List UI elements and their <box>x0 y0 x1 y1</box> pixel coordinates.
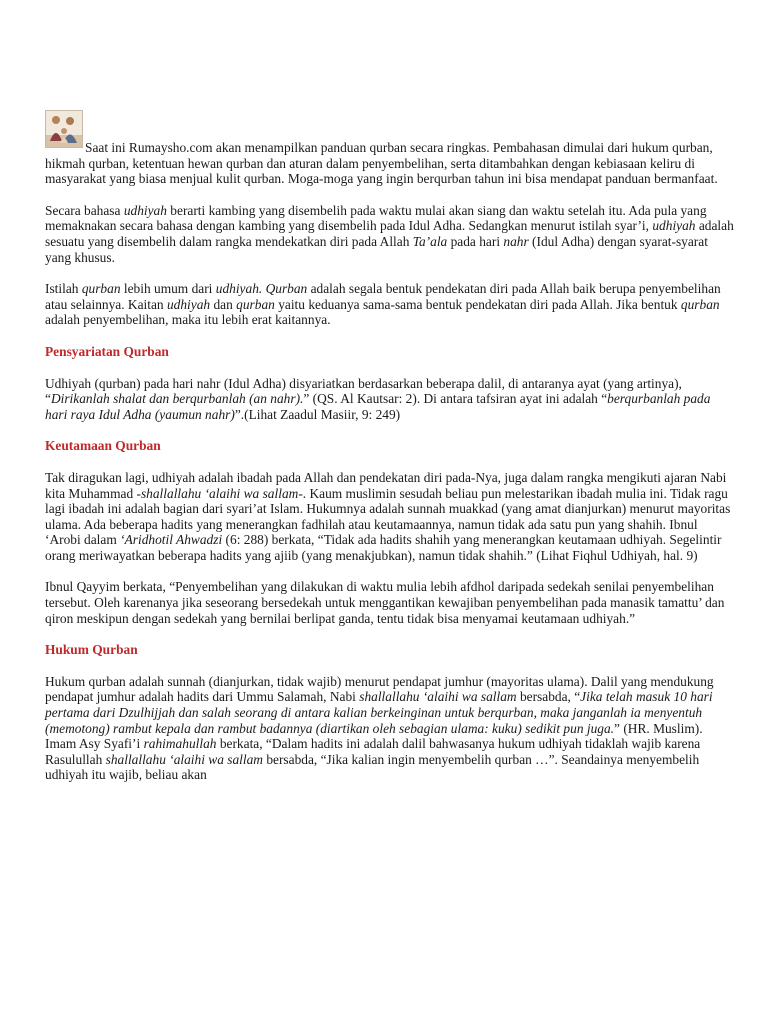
praying-family-thumbnail-icon <box>45 110 83 148</box>
paragraph-hukum: Hukum qurban adalah sunnah (dianjurkan, tidak wajib) menurut pendapat jumhur (mayoritas ulama). Dalil yang mendukung pendapat jumhur adalah hadits dari Ummu Salamah, Nabi shallallahu ‘alaihi wa sallam bersabda, “Jika telah masuk 10 hari pertama dari Dzulhijjah dan salah seorang di antara kalian berkeinginan untuk berqurban, maka janganlah ia menyentuh (memotong) rambut kepala dan rambut badannya (diartikan oleh sebagian ulama: kuku) sedikit pun juga.” (HR. Muslim). Imam Asy Syafi’i rahimahullah berkata, “Dalam hadits ini adalah dalil bahwasanya hukum udhiyah tidaklah wajib karena Rasulullah shallallahu ‘alaihi wa sallam bersabda, “Jika kalian ingin menyembelih qurban …”. Seandainya menyembelih udhiyah itu wajib, beliau akan <box>45 673 714 783</box>
heading-keutamaan: Keutamaan Qurban <box>45 438 161 454</box>
paragraph-ibnul-qayyim: Ibnul Qayyim berkata, “Penyembelihan yang dilakukan di waktu mulia lebih afdhol daripada sedekah senilai penyembelihan tersebut. Oleh karenanya jika seseorang bersedekah untuk menggantikan kewajiban penyembelihan pada manasik tamattu’ dan qiron meskipun dengan sedekah yang bernilai berlipat ganda, tentu tidak bisa menyamai keutamaan udhiyah.” <box>45 579 725 626</box>
heading-pensyariatan: Pensyariatan Qurban <box>45 343 169 359</box>
paragraph-istilah: Istilah qurban lebih umum dari udhiyah. Qurban adalah segala bentuk pendekatan diri pada Allah baik berupa penyembelihan atau selainnya. Kaitan udhiyah dan qurban yaitu keduanya sama-sama bentuk pendekatan diri pada Allah. Jika bentuk qurban adalah penyembelihan, maka itu lebih erat kaitannya. <box>45 281 721 328</box>
heading-hukum: Hukum Qurban <box>45 642 138 658</box>
document-page <box>45 108 735 799</box>
thumbnail-illustration <box>46 111 82 147</box>
intro-paragraph: Saat ini Rumaysho.com akan menampilkan panduan qurban secara ringkas. Pembahasan dimulai dari hukum qurban, hikmah qurban, ketentuan hewan qurban dan aturan dalam penyembelihan, serta ditambahkan dengan kebiasaan keliru di masyarakat yang biasa menjual kulit qurban. Moga-moga yang ingin berqurban tahun ini bisa mendapat panduan bermanfaat. <box>45 140 718 187</box>
paragraph-keutamaan: Tak diragukan lagi, udhiyah adalah ibadah pada Allah dan pendekatan diri pada-Nya, juga dalam rangka mengikuti ajaran Nabi kita Muhammad -shallallahu ‘alaihi wa sallam-. Kaum muslimin sesudah beliau pun melestarikan ibadah mulia ini. Tidak ragu lagi ibadah ini adalah bagian dari syari’at Islam. Hukumnya adalah sunnah muakkad (yang amat dianjurkan) menurut mayoritas ulama. Ada beberapa hadits yang menerangkan fadhilah atau keutamaannya, namun tidak ada satu pun yang shahih. Ibnul ‘Arobi dalam ‘Aridhotil Ahwadzi (6: 288) berkata, “Tidak ada hadits shahih yang menerangkan keutamaan udhiyah. Segelintir orang meriwayatkan beberapa hadits yang ajiib (yang menakjubkan), namun tidak shahih.” (Lihat Fiqhul Udhiyah, hal. 9) <box>45 469 731 563</box>
paragraph-pensyariatan: Udhiyah (qurban) pada hari nahr (Idul Adha) disyariatkan berdasarkan beberapa dalil, di antaranya ayat (yang artinya), “Dirikanlah shalat dan berqurbanlah (an nahr).” (QS. Al Kautsar: 2). Di antara tafsiran ayat ini adalah “berqurbanlah pada hari raya Idul Adha (yaumun nahr)”.(Lihat Zaadul Masiir, 9: 249) <box>45 375 711 422</box>
paragraph-bahasa: Secara bahasa udhiyah berarti kambing yang disembelih pada waktu mulai akan siang dan waktu setelah itu. Ada pula yang memaknakan secara bahasa dengan kambing yang disembelih pada Idul Adha. Sedangkan menurut istilah syar’i, udhiyah adalah sesuatu yang disembelih dalam rangka mendekatkan diri pada Allah Ta’ala pada hari nahr (Idul Adha) dengan syarat-syarat yang khusus. <box>45 202 734 265</box>
